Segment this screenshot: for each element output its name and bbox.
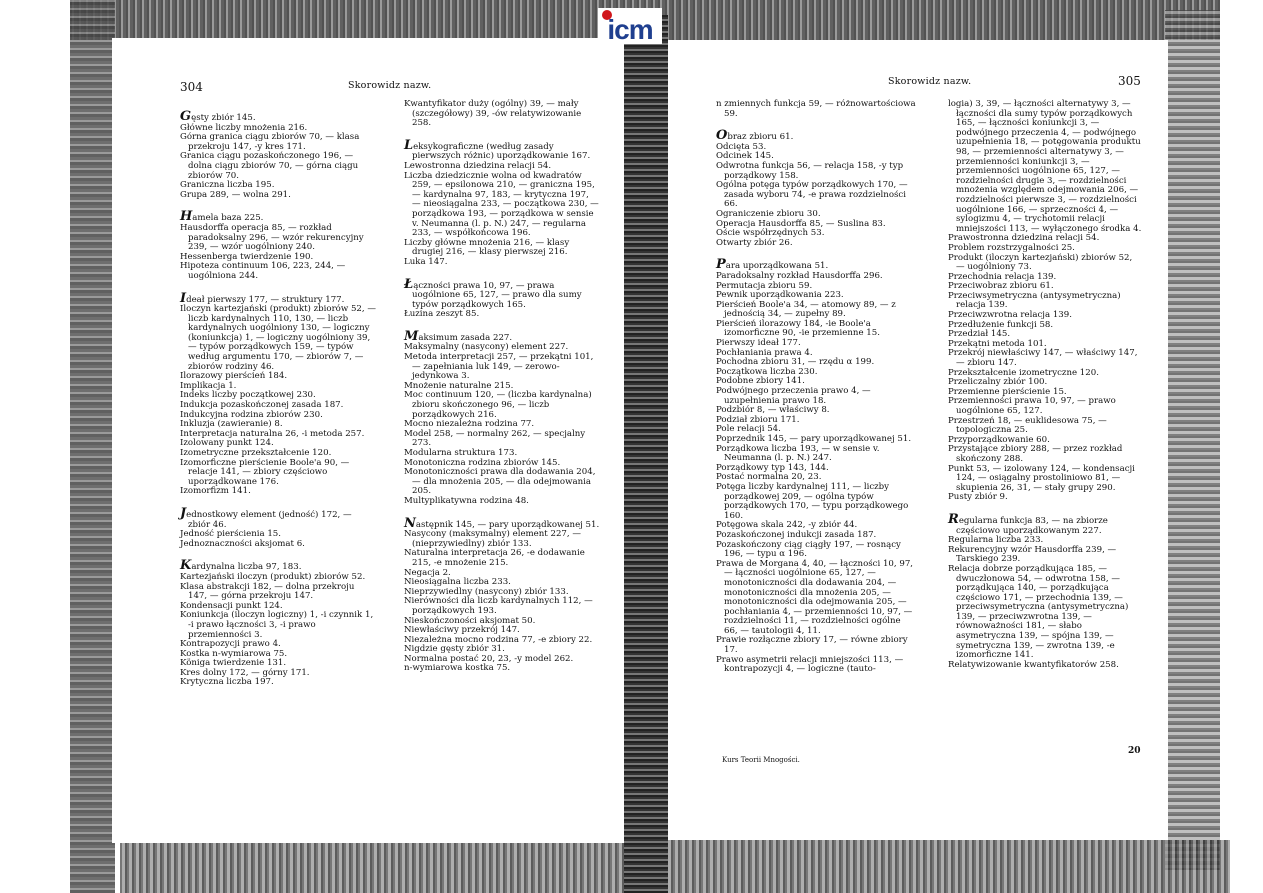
index-entry-text: Problem rozstrzygalności 25. [948,242,1075,253]
index-entry-text: Przestrzeń 18, — euklidesowa 75, — topologiczna 25. [948,415,1107,436]
index-entry [716,560,916,637]
index-entry-text: Nierówności dla liczb kardynalnych 112, — porządkowych 193. [404,596,593,616]
index-entry-text: Indeks liczby początkowej 230. [180,390,316,401]
right-running-head: Skorowidz nazw. [888,76,972,87]
index-letter: J [180,505,187,521]
index-entry-text: Izomorfizm 141. [180,486,251,497]
index-entry [404,497,600,507]
index-entry [716,162,916,181]
index-entry-text: Indukcja pozaskończonej zasada 187. [180,400,344,411]
index-letter: R [948,511,959,527]
index-entry [404,258,600,268]
index-entry-text: Podział zbioru 171. [716,414,800,425]
index-entry [404,310,600,320]
index-entry-text: logia) 3, 39, — łączności alternatywy 3, — łączności dla sumy typów porządkowych 165, — łączności koniunkcji 3, — podwójnego przeczenia 4, — podwójnego uzupełnienia 18, — potęgowania produktu 98, — przemienności alternatywy 3, — przemienności koniunkcji 3, — przemienności uogólnione 65, 127, — rozdzielności drugie 3, — rozdzielności mnożenia względem odejmowania 206, — rozdzielności pierwsze 3, — rozdzielności uogólnione 166, — sprzeczności 4, — sylogizmu 4, — trychotomii relacji mniejszości 113, — wyłączonego środka 4. [948,99,1142,234]
index-entry [948,546,1142,565]
index-letter: G [180,109,192,124]
index-entry-text: Otwarty zbiór 26. [716,237,793,248]
index-entry-text: Przeliczalny zbiór 100. [948,377,1048,388]
index-entry-text: Liczby główne mnożenia 216, — klasy drugiej 216, — klasy pierwszej 216. [404,237,570,258]
index-entry-text: Pozaskończony ciąg ciągły 197, — rosnący 196, — typu α 196. [716,539,901,560]
right-page-sheet-number: 20 [1128,746,1141,756]
index-entry-text: Przemienne pierścienie 15. [948,386,1067,397]
index-entry-text: Ograniczenie zbioru 30. [716,208,821,219]
index-entry-text: Modularna struktura 173. [404,448,518,458]
index-entry-text: Podzbiór 8, — właściwy 8. [716,405,830,416]
index-entry [180,459,376,488]
index-entry-text: Negacja 2. [404,567,451,578]
index-entry-text: eksykograficzne (według zasady pierwszych różnic) uporządkowanie 167. [412,141,591,162]
index-entry-text: egularna funkcja 83, — na zbiorze częściowo uporządkowanym 227. [956,515,1108,536]
index-entry-text: Punkt 53, — izolowany 124, — kondensacji 124, — osiągalny prostoliniowo 81, — skupienia 26, 31, — stały grupy 290. [948,463,1135,493]
index-entry-text: Odcinek 145. [716,151,774,162]
index-letter: M [404,328,419,344]
scan-edge-right [1165,10,1220,870]
index-entry-text: Pochodna zbioru 31, — rzędu α 199. [716,357,875,368]
index-entry-text: Kres dolny 172, — górny 171. [180,667,310,678]
index-entry-text: Przekrój niewłaściwy 147, — właściwy 147, — zbioru 147. [948,348,1138,369]
index-entry-text: Podobne zbiory 141. [716,376,805,387]
index-entry-text: Niezależna mocno rodzina 77, -e zbiory 22. [404,634,593,645]
index-entry [948,349,1142,368]
index-entry-text: Pierścień ilorazowy 184, -ie Boole'a izomorficzne 90, -ie przemienne 15. [716,318,880,339]
index-entry-text: Mocno niezależna rodzina 77. [404,419,535,430]
left-running-head: Skorowidz nazw. [348,80,432,91]
index-entry-text: Multyplikatywna rodzina 48. [404,495,529,506]
index-entry-text: Poprzednik 145, — pary uporządkowanej 51. [716,434,912,444]
index-entry-text: Pierścień Boole'a 34, — atomowy 89, — z jednością 34, — zupełny 89. [716,299,896,320]
index-entry [180,262,376,281]
index-entry-text: Niewłaściwy przekrój 147. [404,625,520,636]
index-entry-text: Oście współrzędnych 53. [716,228,825,239]
index-entry [948,417,1142,436]
index-entry-text: Mnożenie naturalne 215. [404,380,514,391]
index-entry [404,137,600,162]
index-entry-text: Przeciwsymetryczna (antysymetryczna) relacja 139. [948,290,1121,311]
index-entry-text: Koniunkcja (iloczyn logiczny) 1, -i czynnik 1, -i prawo łączności 3, -i prawo przemienności 3. [180,610,374,640]
index-entry-text: Przedział 145. [948,329,1011,340]
index-entry-text: Liczba dziedzicznie wolna od kwadratów 259, — epsilonowa 210, — graniczna 195, — kardynalna 97, 183, — krytyczna 197, — nieosiągalna 233, — początkowa 230, — porządkowa 193, — porządkowa w sensie v. Neumanna (l. p. N.) 247, — regularna 233, — współkońcowa 196. [404,170,599,239]
index-entry-text: Permutacja zbioru 59. [716,280,813,291]
index-entry [948,661,1142,671]
index-entry-text: Kontrapozycji prawo 4. [180,639,281,650]
index-entry-text: Rekurencyjny wzór Hausdorffa 239, — Tarskiego 239. [948,544,1117,565]
index-entry-text: Główne liczby mnożenia 216. [180,122,308,133]
index-entry [180,540,376,550]
index-entry-text: ardynalna liczba 97, 183. [191,562,302,573]
index-entry-text: n-wymiarowa kostka 75. [404,663,511,674]
index-entry-text: Produkt (iloczyn kartezjański) zbiorów 52, — uogólniony 73. [948,252,1133,273]
index-entry [716,320,916,339]
index-entry-text: Przyporządkowanie 60. [948,434,1050,445]
index-entry [180,611,376,640]
index-entry-text: Izometryczne przekształcenie 120. [180,448,332,458]
index-entry-text: Hipoteza continuum 106, 223, 244, — uogólniona 244. [180,261,346,281]
index-entry-text: Moc continuum 120, — (liczba kardynalna) zbioru skończonego 96, — liczb porządkowych 216. [404,390,592,420]
index-entry [404,276,600,311]
index-letter: P [716,257,726,273]
index-entry [716,301,916,320]
logo-text: icm [607,14,653,45]
index-entry-text: Odcięta 53. [716,141,767,152]
index-entry-text: Graniczna liczba 195. [180,180,275,191]
scan-edge-left [70,0,115,893]
index-entry-text: Odwrotna funkcja 56, — relacja 158, -y typ porządkowy 158. [716,160,904,181]
index-entry-text: Postać normalna 20, 23. [716,472,822,483]
index-entry-text: Pewnik uporządkowania 223. [716,290,844,301]
index-entry [716,636,916,655]
index-entry-text: Izolowany punkt 124. [180,438,274,449]
index-entry [180,152,376,181]
index-entry [716,100,916,119]
index-entry [716,445,916,464]
index-entry-text: Porządkowy typ 143, 144. [716,462,829,473]
index-entry [404,239,600,258]
index-letter: I [180,290,187,306]
index-entry [716,541,916,560]
index-entry [180,505,376,530]
index-entry [180,678,376,688]
index-entry-text: Nigdzie gęsty zbiór 31. [404,644,505,655]
index-entry [948,565,1142,661]
index-entry-text: Normalna postać 20, 23, -y model 262. [404,653,574,664]
index-entry [948,397,1142,416]
index-entry-text: Ogólna potęga typów porządkowych 170, — zasada wyboru 74, -e prawa rozdzielności 66. [716,180,908,210]
index-entry [404,664,600,674]
index-entry-text: Przekształcenie izometryczne 120. [948,367,1099,378]
index-entry-text: Pochłaniania prawa 4. [716,347,813,358]
index-entry-text: Potęga liczby kardynalnej 111, — liczby porządkowej 209, — ogólna typów porządkowych 170, — typu porządkowego 160. [716,481,909,521]
index-entry-text: amela baza 225. [192,213,264,224]
index-entry [404,353,600,382]
right-page-column-2 [948,100,1142,670]
index-letter: L [404,137,414,153]
index-entry-text: Kostka n-wymiarowa 75. [180,648,288,659]
index-entry-text: Königa twierdzenie 131. [180,658,287,669]
index-entry [948,511,1142,536]
index-entry [716,483,916,521]
index-entry-text: Nasycony (maksymalny) element 227, — (nieprzywiedlny) zbiór 133. [404,529,581,549]
index-entry-text: Metoda interpretacji 257, — przekątni 101, — zapełniania luk 149, — zerowo-jedynkowa 3. [404,352,594,382]
index-entry [404,172,600,239]
book-gutter [624,15,668,893]
index-entry [716,239,916,249]
index-entry-text: deał pierwszy 177, — struktury 177. [186,294,345,305]
index-entry-text: Pierwszy ideał 177. [716,338,801,349]
index-entry-text: ara uporządkowana 51. [725,261,829,272]
index-entry [716,656,916,675]
index-entry-text: Krytyczna liczba 197. [180,677,274,688]
index-entry-text: Naturalna interpretacja 26, -e dodawanie 215, -e mnożenie 215. [404,548,585,568]
icm-logo [598,8,662,44]
index-entry-text: Jednoznaczności aksjomat 6. [180,538,305,549]
index-entry [404,597,600,616]
index-entry-text: Górna granica ciągu zbiorów 70, — klasa przekroju 147, -y kres 171. [180,132,360,152]
index-entry [948,465,1142,494]
index-entry-text: Implikacja 1. [180,380,237,391]
index-entry-text: Interpretacja naturalna 26, -i metoda 257. [180,428,365,439]
index-entry [180,133,376,152]
index-entry-text: ęsty zbiór 145. [191,113,256,123]
index-letter: H [180,209,193,225]
index-entry-text: Prawie rozłączne zbiory 17, — równe zbiory 17. [716,635,908,656]
index-entry-text: Monotoniczna rodzina zbiorów 145. [404,457,561,468]
index-entry-text: Pozaskończonej indukcji zasada 187. [716,529,877,540]
index-entry-text: Prawostronna dziedzina relacji 54. [948,233,1100,244]
index-entry-text: Przemienności prawa 10, 97, — prawo uogólnione 65, 127. [948,396,1116,416]
index-entry-text: Indukcyjna rodzina zbiorów 230. [180,409,323,420]
index-entry-text: astępnik 145, — pary uporządkowanej 51. [415,519,600,530]
index-entry-text: Przeciwobraz zbioru 61. [948,281,1054,292]
index-entry [404,468,600,497]
index-entry-text: Przedłużenie funkcji 58. [948,319,1054,330]
index-entry-text: Luka 147. [404,256,448,267]
index-entry-text: Hessenberga twierdzenie 190. [180,251,314,262]
right-page-number: 305 [1118,74,1141,88]
index-letter: Ł [404,276,414,292]
index-entry-text: Model 258, — normalny 262, — specjalny 273. [404,428,586,449]
index-letter: K [180,558,192,574]
index-entry-text: Iloczyn kartezjański (produkt) zbiorów 52, — liczb kardynalnych 110, 130, — liczb kardynalnych uogólniony 130, — logiczny (koniunkcja) 1, — logiczny uogólniony 39, — typów porządkowych 159, — typów według argumentu 170, — zbiorów 7, — zbiorów rodziny 46. [180,304,376,372]
index-letter: O [716,128,728,144]
index-entry-text: Relacja dobrze porządkująca 185, — dwuczłonowa 54, — odwrotna 158, — porządkująca 140, — porządkująca częściowo 171, — przechodnia 139, — przeciwsymetryczna (antysymetryczna) 139, — przeciwzwrotna 139, — równoważności 181, — słabo asymetryczna 139, — spójna 139, — symetryczna 139, — zwrotna 139, -e izomorficzne 141. [948,563,1129,661]
index-entry-text: Hausdorffa operacja 85, — rozkład paradoksalny 296, — wzór rekurencyjny 239, — wzór uogólniony 240. [180,222,364,253]
index-entry-text: Potęgowa skala 242, -y zbiór 44. [716,520,858,531]
index-entry-text: Lewostronna dziedzina relacji 54. [404,160,552,171]
index-entry-text: Paradoksalny rozkład Hausdorffa 296. [716,270,883,281]
index-entry [948,292,1142,311]
right-page-column-1 [716,100,916,675]
index-entry-text: Granica ciągu pozaskończonego 196, — dolna ciągu zbiorów 70, — górna ciągu zbiorów 70. [180,151,359,181]
index-entry-text: Podwójnego przeczenia prawo 4, — uzupełnienia prawo 18. [716,386,871,406]
index-entry-text: ączności prawa 10, 97, — prawa uogólnione 65, 127, — prawo dla sumy typów porządkowych 165. [412,280,582,310]
index-entry-text: Relatywizowanie kwantyfikatorów 258. [948,659,1119,670]
index-entry-text: Kwantyfikator duży (ogólny) 39, — mały (szczegółowy) 39, -ów relatywizowanie 258. [404,99,582,129]
index-entry [948,445,1142,464]
index-entry [180,583,376,602]
index-entry [404,530,600,549]
index-letter: N [404,515,416,531]
index-entry-text: braz zbioru 61. [727,132,794,143]
index-entry-text: Nieskończoności aksjomat 50. [404,615,536,626]
left-page-column-2 [404,100,600,674]
index-entry-text: ednostkowy element (jedność) 172, — zbiór 46. [186,509,352,530]
left-page-number: 304 [180,80,203,94]
left-page-column-1 [180,100,376,688]
index-entry-text: Łuzina zeszyt 85. [404,309,480,320]
right-page-footer-signature: Kurs Teorii Mnogości. [722,756,800,764]
index-entry-text: Maksymalny (nasycony) element 227. [404,342,569,353]
index-entry-text: Klasa abstrakcji 182, — dolna przekroju 147, — górna przekroju 147. [180,581,355,602]
index-entry-text: Przechodnia relacja 139. [948,271,1057,282]
index-entry-text: Porządkowa liczba 193, — w sensie v. Neumanna (l. p. N.) 247. [716,443,880,464]
index-entry [404,430,600,449]
index-entry-text: Początkowa liczba 230. [716,366,818,377]
index-entry-text: Operacja Hausdorffa 85, — Suslina 83. [716,218,886,229]
index-entry-text: Nieprzywiedlny (nasycony) zbiór 133. [404,586,569,597]
index-entry-text: Izomorficzne pierścienie Boole'a 90, — relacje 141, — zbiory częściowo uporządkowane 176. [180,457,350,487]
index-entry-text: Nieosiągalna liczba 233. [404,577,511,588]
index-entry-text: n zmiennych funkcja 59, — różnowartościowa 59. [716,99,916,119]
index-entry [948,254,1142,273]
index-entry-text: Regularna liczba 233. [948,535,1044,546]
index-entry [180,305,376,372]
index-entry-text: Prawa de Morgana 4, 40, — łączności 10, 97, — łączności uogólnione 65, 127, — monotoniczności dla dodawania 204, — monotoniczności dla mnożenia 205, — monotoniczności dla odejmowania 205, — pochłaniania 4, — przemienności 10, 97, — rozdzielności 11, — rozdzielności ogólne 66, — tautologii 4, 11. [716,558,914,636]
index-entry [948,100,1142,234]
index-entry [404,549,600,568]
index-entry-text: Pole relacji 54. [716,424,781,435]
index-entry-text: Jedność pierścienia 15. [180,529,282,540]
index-entry [180,224,376,253]
index-entry-text: aksimum zasada 227. [418,332,513,343]
index-entry-text: Przystające zbiory 288, — przez rozkład skończony 288. [948,444,1123,464]
index-entry [180,487,376,497]
index-entry [180,191,376,201]
index-entry-text: Przeciwzwrotna relacja 139. [948,310,1072,321]
index-entry-text: Kartezjański iloczyn (produkt) zbiorów 52. [180,571,366,582]
scan-edge-bottom [120,840,1230,893]
index-entry-text: Prawo asymetrii relacji mniejszości 113, — kontrapozycji 4, — logiczne (tauto- [716,654,904,675]
index-entry-text: Przekątni metoda 101. [948,338,1047,349]
index-entry [948,493,1142,503]
index-entry-text: Ilorazowy pierścień 184. [180,371,288,382]
index-entry-text: Monotoniczności prawa dla dodawania 204, — dla mnożenia 205, — dla odejmowania 205. [404,467,596,497]
index-entry [716,387,916,406]
index-entry-text: Grupa 289, — wolna 291. [180,189,291,200]
index-entry [404,100,600,129]
index-entry [716,181,916,210]
index-entry-text: Inkluzja (zawieranie) 8. [180,419,283,430]
index-entry-text: Kondensacji punkt 124. [180,600,283,611]
index-entry-text: Pusty zbiór 9. [948,492,1008,503]
index-entry [404,391,600,420]
